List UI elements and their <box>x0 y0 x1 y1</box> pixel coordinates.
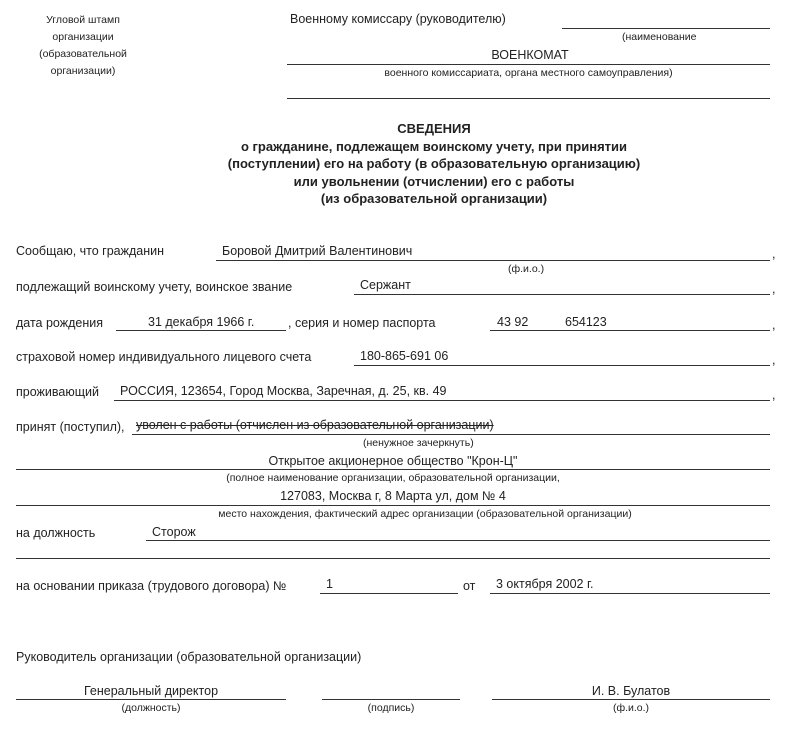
hired-hint: (ненужное зачеркнуть) <box>363 437 474 449</box>
order-label: на основании приказа (трудового договора) № <box>16 579 287 593</box>
position-line <box>146 540 770 541</box>
birth-line <box>116 330 286 331</box>
snils-comma: , <box>772 353 776 367</box>
order-number: 1 <box>326 577 333 591</box>
addressee-line-2 <box>287 64 770 65</box>
snils-value: 180-865-691 06 <box>360 349 449 363</box>
head-name-value: И. В. Булатов <box>591 684 671 698</box>
heading-line-4: или увольнении (отчислении) его с работы <box>293 173 575 189</box>
citizen-label: Сообщаю, что гражданин <box>16 244 165 258</box>
addressee-label: Военному комиссару (руководителю) <box>290 12 506 26</box>
snils-line <box>354 365 770 366</box>
organization-address: 127083, Москва г, 8 Марта ул, дом № 4 <box>280 489 506 503</box>
signature-hint: (подпись) <box>367 702 415 714</box>
citizen-line <box>216 260 770 261</box>
residence-label: проживающий <box>16 385 99 399</box>
signature-line <box>322 699 460 700</box>
rank-value: Сержант <box>360 278 411 292</box>
passport-label: , серия и номер паспорта <box>288 316 436 330</box>
addressee-org-hint: военного комиссариата, органа местного самоуправления) <box>384 67 673 79</box>
organization-name-hint: (полное наименование организации, образовательной организации, <box>226 472 560 484</box>
heading-line-2: о гражданине, подлежащем воинскому учету, при принятии <box>240 138 628 154</box>
citizen-value: Боровой Дмитрий Валентинович <box>222 244 413 258</box>
passport-comma: , <box>772 318 776 332</box>
organization-address-line <box>16 505 770 506</box>
addressee-name-hint: (наименование <box>622 31 697 43</box>
organization-address-hint: место нахождения, фактический адрес организации (образовательной организации) <box>218 508 632 520</box>
head-label: Руководитель организации (образовательной организации) <box>16 650 362 664</box>
head-position-line <box>16 699 286 700</box>
organization-name: Открытое акционерное общество "Крон-Ц" <box>268 454 518 468</box>
order-date: 3 октября 2002 г. <box>496 577 594 591</box>
head-position-hint: (должность) <box>121 702 181 714</box>
document-heading <box>0 120 792 208</box>
stamp-line-1: Угловой штамп <box>46 14 120 26</box>
passport-series: 43 92 <box>497 315 529 329</box>
stamp-line-4: организации) <box>50 65 116 77</box>
birth-label: дата рождения <box>16 316 104 330</box>
heading-line-5: (из образовательной организации) <box>320 191 548 206</box>
rank-comma: , <box>772 282 776 296</box>
residence-comma: , <box>772 388 776 402</box>
addressee-value: ВОЕНКОМАТ <box>491 48 569 62</box>
residence-value: РОССИЯ, 123654, Город Москва, Заречная, д. 25, кв. 49 <box>120 384 447 398</box>
head-name-hint: (ф.и.о.) <box>612 702 650 714</box>
passport-number: 654123 <box>565 315 607 329</box>
hired-struck-option: уволен с работы (отчислен из образовательной организации) <box>136 418 494 432</box>
corner-stamp <box>18 12 148 80</box>
heading-line-3: (поступлении) его на работу (в образовательную организацию) <box>227 156 641 171</box>
order-from-label: от <box>463 579 476 593</box>
citizen-hint: (ф.и.о.) <box>508 263 545 275</box>
organization-name-line <box>16 469 770 470</box>
position-extra-line <box>16 558 770 559</box>
hired-label: принят (поступил), <box>16 420 125 434</box>
order-date-line <box>490 593 770 594</box>
head-position-value: Генеральный директор <box>83 684 219 698</box>
rank-line <box>354 294 770 295</box>
citizen-comma: , <box>772 247 776 261</box>
hired-line <box>132 434 770 435</box>
stamp-line-2: организации <box>52 31 114 43</box>
heading-line-1: СВЕДЕНИЯ <box>397 121 471 136</box>
rank-label: подлежащий воинскому учету, воинское звание <box>16 280 293 294</box>
snils-label: страховой номер индивидуального лицевого счета <box>16 350 312 364</box>
stamp-line-3: (образовательной <box>39 48 127 60</box>
residence-line <box>114 400 770 401</box>
addressee-line-1 <box>562 28 770 29</box>
birth-value: 31 декабря 1966 г. <box>148 315 255 329</box>
head-name-line <box>492 699 770 700</box>
position-label: на должность <box>16 526 96 540</box>
order-number-line <box>320 593 458 594</box>
passport-line <box>490 330 770 331</box>
position-value: Сторож <box>152 525 196 539</box>
addressee-line-3 <box>287 98 770 99</box>
